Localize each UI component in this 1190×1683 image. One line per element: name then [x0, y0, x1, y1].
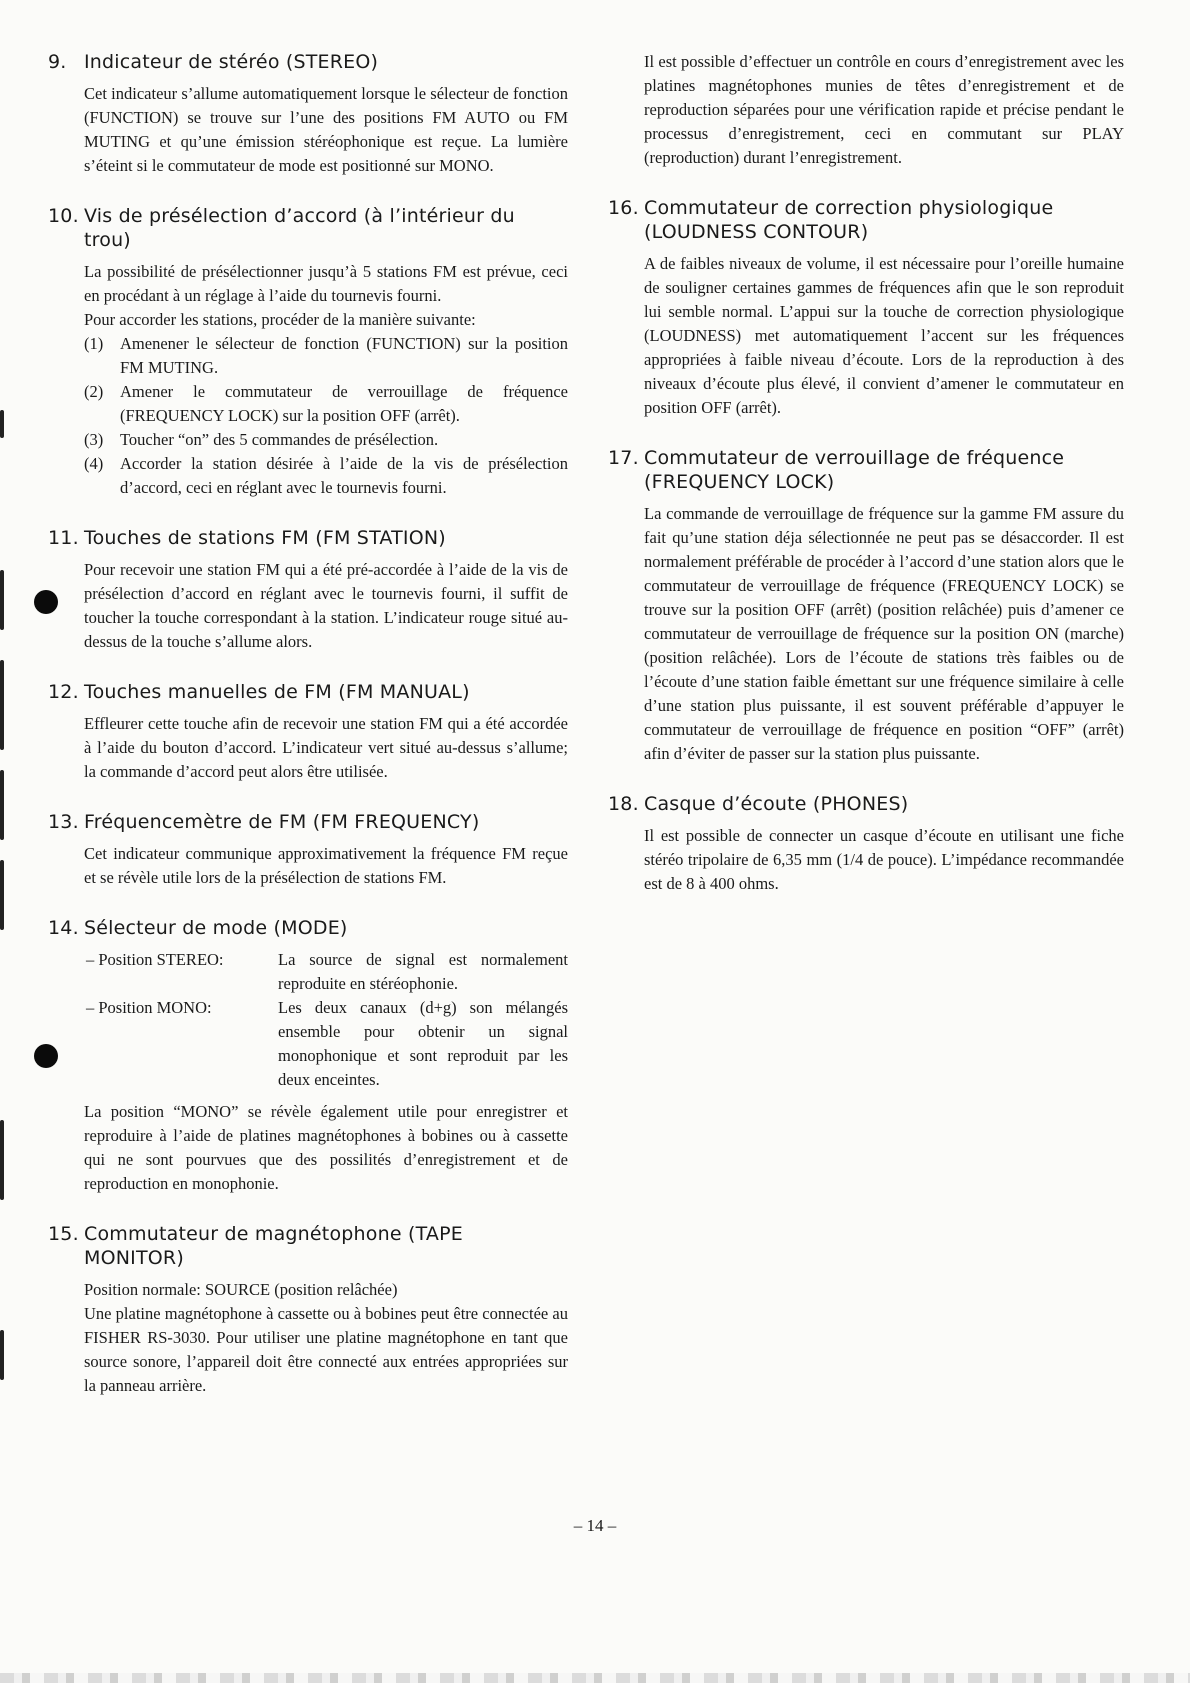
paragraph: Une platine magnétophone à cassette ou à bobines peut être connectée au FISHER RS-3030. Pour utiliser une platine magnétophone en tant que source sonore, l’appareil doit être connecté aux entrées appropriées sur la panneau arrière.: [84, 1304, 568, 1395]
step-text: Toucher “on” des 5 commandes de présélection.: [120, 430, 439, 449]
section-title: Touches de stations FM (FM STATION): [84, 527, 446, 549]
section-number: 12.: [48, 681, 79, 703]
section-title: Commutateur de magnétophone (TAPE MONITOR): [84, 1223, 463, 1269]
section-heading: [608, 792, 1124, 816]
section-heading: [48, 1222, 568, 1270]
paragraph: Position normale: SOURCE (position relâchée): [84, 1280, 398, 1299]
right-column: [608, 50, 1124, 922]
section: [48, 916, 568, 1196]
section-title: Sélecteur de mode (MODE): [84, 917, 348, 939]
scan-edge-mark: [0, 1330, 4, 1380]
section: [48, 204, 568, 500]
scan-edge-strip: [0, 1673, 1190, 1683]
section-heading: [48, 50, 568, 74]
step-number: (3): [84, 430, 104, 449]
step-item: [84, 452, 568, 500]
step-text: Amener le commutateur de verrouillage de fréquence (FREQUENCY LOCK) sur la position OFF (arrêt).: [120, 382, 568, 425]
paragraph: Il est possible de connecter un casque d’écoute en utilisant une fiche stéréo tripolaire de 6,35 mm (1/4 de pouce). L’impédance recommandée est de 8 à 400 ohms.: [644, 826, 1124, 893]
section-title: Vis de présélection d’accord (à l’intérieur du trou): [84, 205, 515, 251]
paragraph: Pour recevoir une station FM qui a été pré-accordée à l’aide de la vis de présélection d’accord en réglant avec le tournevis fourni, il suffit de toucher la touche correspondant à la station. L’indicateur rouge situé au-dessus de la touche s’allume alors.: [84, 560, 568, 651]
page-number: – 14 –: [573, 1516, 617, 1535]
section-number: 18.: [608, 793, 639, 815]
definition-term: – Position MONO:: [86, 998, 212, 1017]
section-heading: [48, 916, 568, 940]
paragraph: Pour accorder les stations, procéder de la manière suivante:: [84, 310, 476, 329]
scan-edge-mark: [0, 660, 4, 750]
definition-list: [84, 948, 568, 1092]
section-number: 17.: [608, 447, 639, 469]
section: [48, 526, 568, 654]
section-number: 14.: [48, 917, 79, 939]
scan-edge-mark: [0, 770, 4, 840]
step-text: Amenener le sélecteur de fonction (FUNCTION) sur la position FM MUTING.: [120, 334, 568, 377]
scan-edge-mark: [0, 570, 4, 630]
section-heading: [48, 204, 568, 252]
section: [48, 1222, 568, 1398]
definition-desc: La source de signal est normalement reproduite en stéréophonie.: [278, 950, 568, 993]
step-item: [84, 428, 568, 452]
section-number: 9.: [48, 51, 67, 73]
section: [48, 50, 568, 178]
section-heading: [608, 446, 1124, 494]
punch-hole-mark: [34, 1044, 58, 1068]
section-title: Commutateur de verrouillage de fréquence (FREQUENCY LOCK): [644, 447, 1065, 493]
section-number: 11.: [48, 527, 79, 549]
section-title: Touches manuelles de FM (FM MANUAL): [84, 681, 470, 703]
paragraph: La position “MONO” se révèle également utile pour enregistrer et reproduire à l’aide de platines magnétophones à bobines ou à cassette qui ne sont pourvues que des possilités d’enregistrement et de reproduction en monophonie.: [84, 1102, 568, 1193]
step-number: (2): [84, 382, 104, 401]
section-heading: [48, 680, 568, 704]
section: [608, 50, 1124, 170]
section-title: Commutateur de correction physiologique (LOUDNESS CONTOUR): [644, 197, 1054, 243]
definition-term: – Position STEREO:: [86, 950, 224, 969]
step-number: (1): [84, 334, 104, 353]
section: [608, 446, 1124, 766]
section: [608, 196, 1124, 420]
step-item: [84, 380, 568, 428]
section: [48, 680, 568, 784]
paragraph: Il est possible d’effectuer un contrôle en cours d’enregistrement avec les platines magnétophones munies de têtes d’enregistrement et de reproduction séparées pour une vérification rapide et précise pendant le processus d’enregistrement, ceci en commutant sur PLAY (reproduction) durant l’enregistrement.: [644, 52, 1124, 167]
section-title: Indicateur de stéréo (STEREO): [84, 51, 379, 73]
paragraph: La possibilité de présélectionner jusqu’à 5 stations FM est prévue, ceci en procédant à un réglage à l’aide du tournevis fourni.: [84, 262, 568, 305]
paragraph: Cet indicateur s’allume automatiquement lorsque le sélecteur de fonction (FUNCTION) se trouve sur l’une des positions FM AUTO ou FM MUTING et qu’une émission stéréophonique est reçue. La lumière s’éteint si le commutateur de mode est positionné sur MONO.: [84, 84, 568, 175]
scan-edge-mark: [0, 1120, 4, 1200]
scan-edge-mark: [0, 410, 4, 438]
section-number: 10.: [48, 205, 79, 227]
paragraph: Effleurer cette touche afin de recevoir une station FM qui a été accordée à l’aide du bouton d’accord. L’indicateur vert situé au-dessus s’allume; la commande d’accord peut alors être utilisée.: [84, 714, 568, 781]
paragraph: La commande de verrouillage de fréquence sur la gamme FM assure du fait qu’une station déja sélectionnée ne peut pas se désaccorder. Il est normalement préférable de procéder à l’accord d’une station alors que le commutateur de verrouillage de fréquence (FREQUENCY LOCK) se trouve sur la position OFF (arrêt) (position relâchée) puis d’amener ce commutateur de verrouillage de fréquence sur la position ON (marche) (position relâchée). Lors de l’écoute de stations très faibles ou de l’écoute d’une station faible émettant sur une fréquence similaire à celle d’une station plus puissante, il est souvent préférable d’appuyer le commutateur de verrouillage de fréquence en position “OFF” (arrêt) afin d’éviter de passer sur la station plus puissante.: [644, 504, 1124, 763]
left-column: [48, 50, 568, 1424]
definition-desc: Les deux canaux (d+g) son mélangés ensemble pour obtenir un signal monophonique et sont reproduit par les deux enceintes.: [278, 998, 568, 1089]
punch-hole-mark: [34, 590, 58, 614]
section-title: Fréquencemètre de FM (FM FREQUENCY): [84, 811, 480, 833]
paragraph: A de faibles niveaux de volume, il est nécessaire pour l’oreille humaine de souligner certaines gammes de fréquences afin que le son reproduit lui semble normal. L’appui sur la touche de correction physiologique (LOUDNESS) met automatiquement l’accent sur les fréquences appropriées à faible niveau d’écoute. Lors de la reproduction à des niveaux d’écoute plus élevé, il convient d’amener le commutateur en position OFF (arrêt).: [644, 254, 1124, 417]
section-number: 16.: [608, 197, 639, 219]
section: [48, 810, 568, 890]
scan-edge-mark: [0, 860, 4, 930]
definition-row: [84, 996, 568, 1092]
definition-row: [84, 948, 568, 996]
step-item: [84, 332, 568, 380]
section-heading: [608, 196, 1124, 244]
paragraph: Cet indicateur communique approximativement la fréquence FM reçue et se révèle utile lors de la présélection de stations FM.: [84, 844, 568, 887]
step-number: (4): [84, 454, 104, 473]
step-list: [84, 332, 568, 500]
section: [608, 792, 1124, 896]
section-heading: [48, 526, 568, 550]
section-heading: [48, 810, 568, 834]
section-number: 15.: [48, 1223, 79, 1245]
step-text: Accorder la station désirée à l’aide de la vis de présélection d’accord, ceci en réglant avec le tournevis fourni.: [120, 454, 568, 497]
section-title: Casque d’écoute (PHONES): [644, 793, 909, 815]
section-number: 13.: [48, 811, 79, 833]
